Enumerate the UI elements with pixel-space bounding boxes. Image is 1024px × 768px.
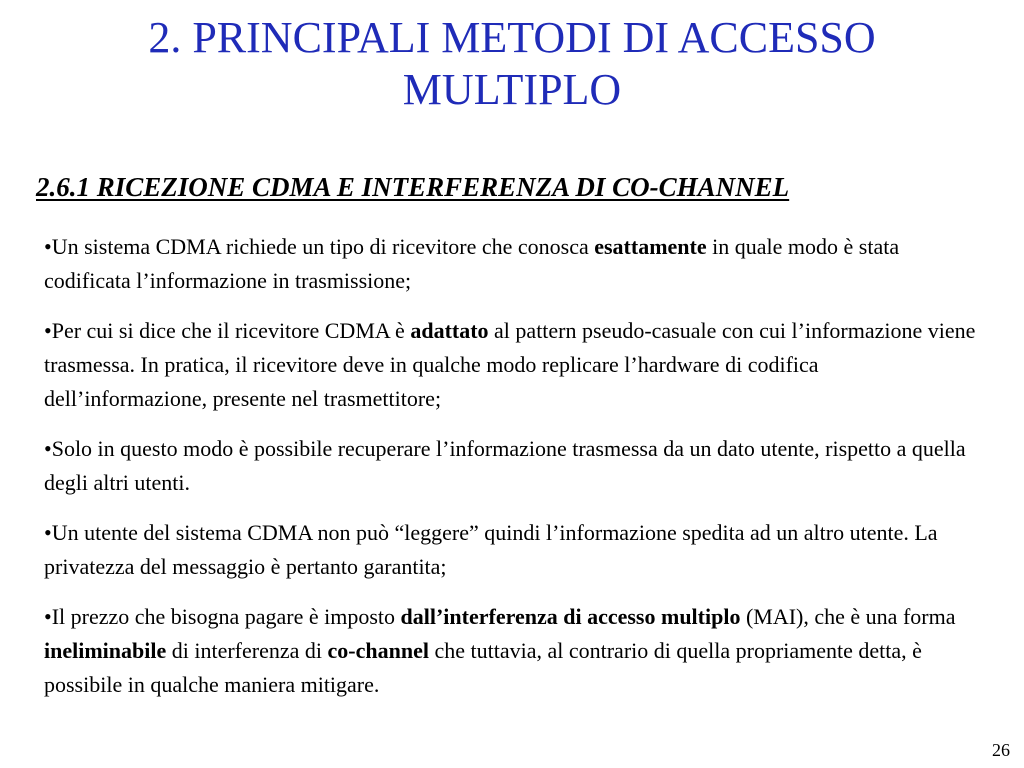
bullet-text: al pattern pseudo-casuale con cui l’informazione viene trasmessa. In pratica, il ricevitore deve in qualche modo replicare l’hardware di codifica dell’informazione, presente nel trasmettitore; — [44, 318, 976, 411]
bullet-list — [44, 230, 984, 720]
bullet-item — [44, 600, 984, 702]
bullet-emphasis: co-channel — [327, 638, 429, 663]
bullet-emphasis: dall’interferenza di accesso multiplo — [400, 604, 741, 629]
bullet-emphasis: adattato — [410, 318, 489, 343]
bullet-text: che tuttavia, al contrario di quella propriamente detta, è possibile in qualche maniera mitigare. — [44, 638, 922, 697]
bullet-text: di interferenza di — [166, 638, 328, 663]
bullet-emphasis: ineliminabile — [44, 638, 167, 663]
bullet-item — [44, 230, 984, 298]
bullet-text: •Per cui si dice che il ricevitore CDMA è — [44, 318, 411, 343]
bullet-emphasis: esattamente — [594, 234, 707, 259]
bullet-text: •Un sistema CDMA richiede un tipo di ricevitore che conosca — [44, 234, 595, 259]
section-heading: 2.6.1 RICEZIONE CDMA E INTERFERENZA DI CO-CHANNEL — [36, 172, 790, 202]
slide-title-line-2: MULTIPLO — [402, 65, 622, 114]
page-number: 26 — [992, 740, 1010, 760]
slide-title-line-1: 2. PRINCIPALI METODI DI ACCESSO — [148, 13, 876, 62]
bullet-item — [44, 516, 984, 584]
bullet-text: in quale modo è stata codificata l’informazione in trasmissione; — [44, 234, 900, 293]
bullet-text: •Il prezzo che bisogna pagare è imposto — [44, 604, 401, 629]
bullet-item — [44, 432, 984, 500]
slide-title — [0, 12, 1024, 116]
bullet-text: •Solo in questo modo è possibile recuperare l’informazione trasmessa da un dato utente, rispetto a quella degli altri utenti. — [44, 436, 966, 495]
bullet-text: •Un utente del sistema CDMA non può “leggere” quindi l’informazione spedita ad un altro utente. La privatezza del messaggio è pertanto garantita; — [44, 520, 938, 579]
bullet-item — [44, 314, 984, 416]
bullet-text: (MAI), che è una forma — [740, 604, 956, 629]
